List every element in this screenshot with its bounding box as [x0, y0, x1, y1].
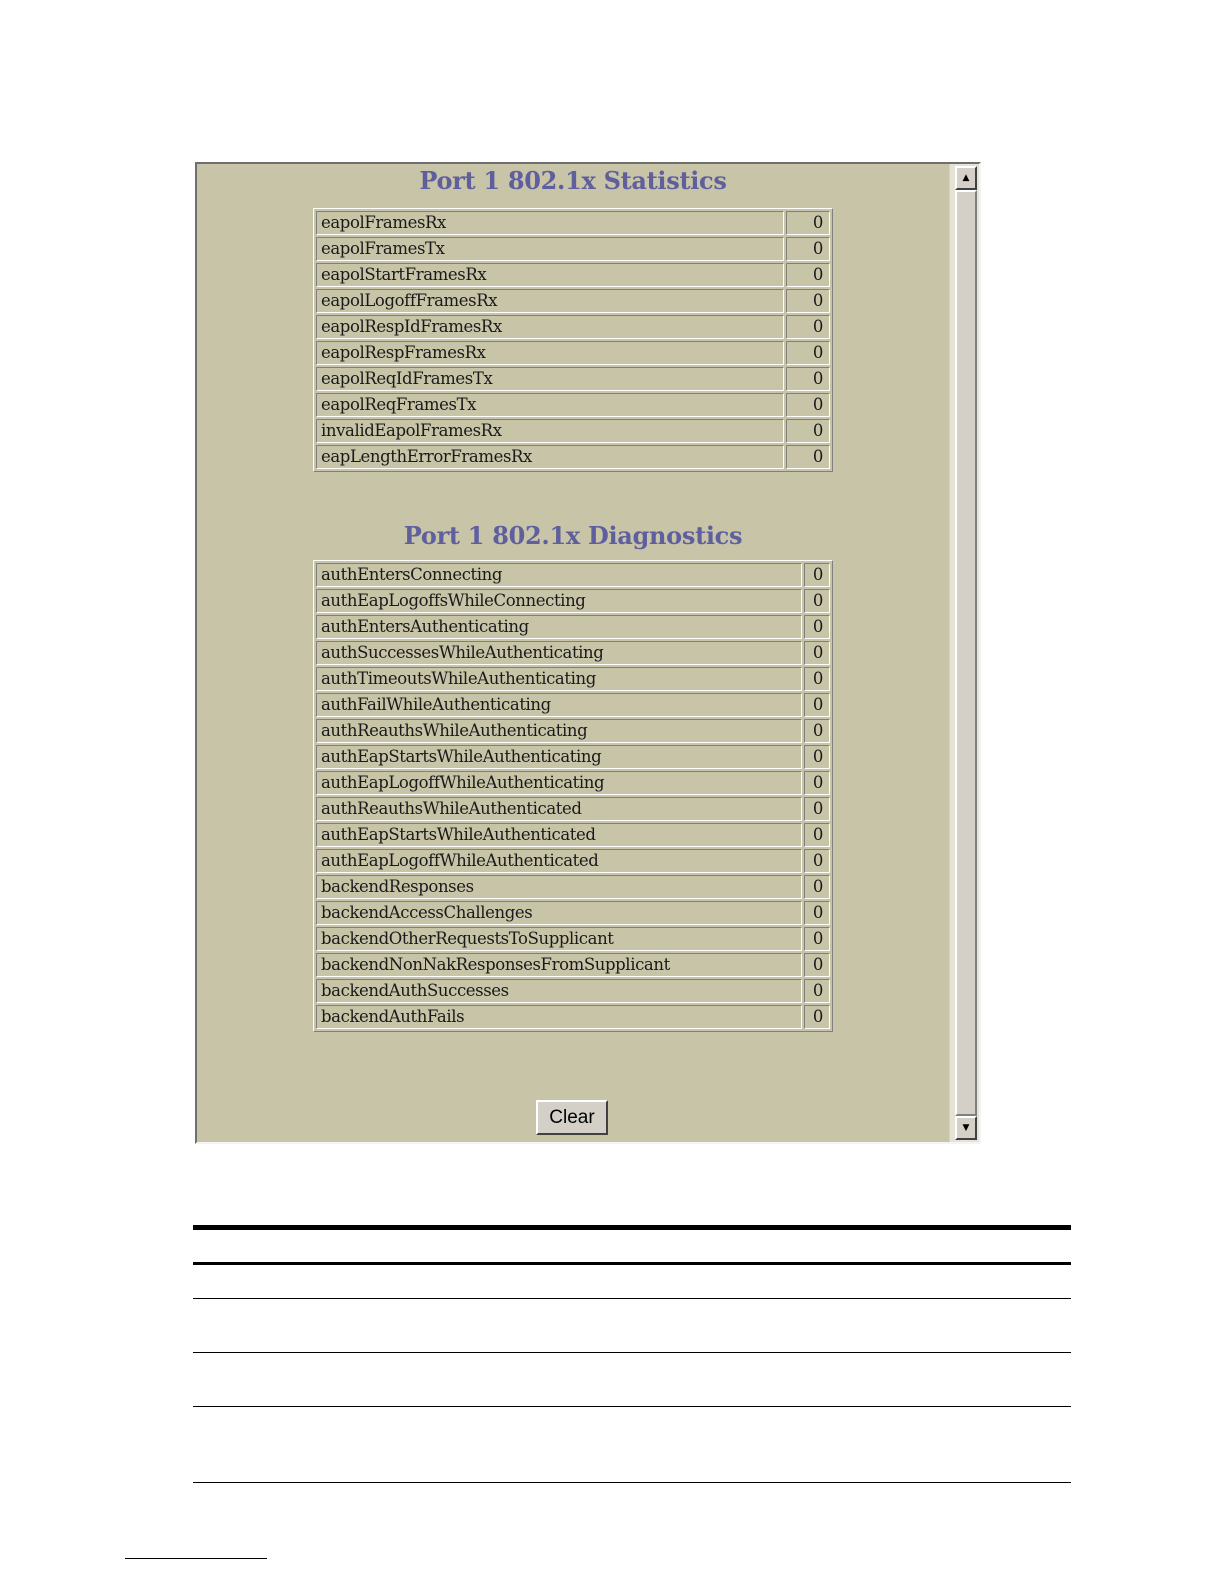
statistics-table — [313, 208, 833, 472]
row-value: 0 — [804, 771, 830, 795]
row-value: 0 — [786, 445, 830, 469]
diagnostics-title: Port 1 802.1x Diagnostics — [403, 521, 743, 550]
row-value: 0 — [804, 745, 830, 769]
table-row — [316, 445, 830, 469]
row-label: authTimeoutsWhileAuthenticating — [316, 667, 802, 691]
row-value: 0 — [804, 563, 830, 587]
row-value: 0 — [786, 263, 830, 287]
row-label: backendAuthFails — [316, 1005, 802, 1029]
row-label: eapolStartFramesRx — [316, 263, 784, 287]
table-row — [316, 393, 830, 417]
row-label: authFailWhileAuthenticating — [316, 693, 802, 717]
row-label: backendAccessChallenges — [316, 901, 802, 925]
table-row — [316, 1005, 830, 1029]
row-label: backendOtherRequestsToSupplicant — [316, 927, 802, 951]
row-value: 0 — [786, 211, 830, 235]
table-row — [316, 341, 830, 365]
row-value: 0 — [786, 341, 830, 365]
table-row — [316, 719, 830, 743]
row-value: 0 — [786, 237, 830, 261]
browser-frame — [195, 162, 981, 1144]
scroll-up-arrow-icon[interactable]: ▲ — [955, 166, 977, 190]
table-row — [316, 641, 830, 665]
footnote-rule — [125, 1558, 267, 1559]
table-header-rule — [193, 1262, 1071, 1265]
row-label: eapolReqIdFramesTx — [316, 367, 784, 391]
row-value: 0 — [804, 641, 830, 665]
table-top-rule — [193, 1225, 1071, 1230]
row-label: eapolReqFramesTx — [316, 393, 784, 417]
table-row-rule — [193, 1298, 1071, 1299]
table-row — [316, 875, 830, 899]
table-row — [316, 367, 830, 391]
table-row — [316, 823, 830, 847]
row-label: authEapLogoffsWhileConnecting — [316, 589, 802, 613]
row-value: 0 — [786, 289, 830, 313]
clear-button[interactable]: Clear — [536, 1100, 608, 1135]
row-label: eapolFramesTx — [316, 237, 784, 261]
row-value: 0 — [804, 901, 830, 925]
row-value: 0 — [804, 927, 830, 951]
row-label: authReauthsWhileAuthenticating — [316, 719, 802, 743]
row-label: authEapStartsWhileAuthenticated — [316, 823, 802, 847]
row-value: 0 — [786, 367, 830, 391]
table-row — [316, 745, 830, 769]
row-value: 0 — [804, 693, 830, 717]
row-value: 0 — [804, 875, 830, 899]
table-row — [316, 211, 830, 235]
table-row — [316, 237, 830, 261]
table-bottom-rule — [193, 1482, 1071, 1483]
row-label: backendNonNakResponsesFromSupplicant — [316, 953, 802, 977]
table-row-rule — [193, 1352, 1071, 1353]
row-label: authEapLogoffWhileAuthenticated — [316, 849, 802, 873]
statistics-title: Port 1 802.1x Statistics — [419, 166, 727, 195]
row-value: 0 — [804, 849, 830, 873]
row-value: 0 — [786, 315, 830, 339]
row-value: 0 — [804, 979, 830, 1003]
row-value: 0 — [804, 797, 830, 821]
row-value: 0 — [804, 615, 830, 639]
row-value: 0 — [804, 719, 830, 743]
row-label: eapLengthErrorFramesRx — [316, 445, 784, 469]
diagnostics-table — [313, 560, 833, 1032]
table-row — [316, 927, 830, 951]
table-row-rule — [193, 1406, 1071, 1407]
row-label: authReauthsWhileAuthenticated — [316, 797, 802, 821]
table-row — [316, 315, 830, 339]
table-row — [316, 615, 830, 639]
row-label: eapolLogoffFramesRx — [316, 289, 784, 313]
row-value: 0 — [804, 823, 830, 847]
table-row — [316, 849, 830, 873]
row-label: authEntersAuthenticating — [316, 615, 802, 639]
table-row — [316, 667, 830, 691]
row-label: authSuccessesWhileAuthenticating — [316, 641, 802, 665]
scrollbar-thumb[interactable] — [955, 190, 977, 1116]
row-value: 0 — [804, 953, 830, 977]
row-label: eapolRespFramesRx — [316, 341, 784, 365]
row-label: authEntersConnecting — [316, 563, 802, 587]
row-label: authEapStartsWhileAuthenticating — [316, 745, 802, 769]
table-row — [316, 693, 830, 717]
row-value: 0 — [786, 393, 830, 417]
table-row — [316, 771, 830, 795]
row-label: invalidEapolFramesRx — [316, 419, 784, 443]
row-label: authEapLogoffWhileAuthenticating — [316, 771, 802, 795]
scroll-down-arrow-icon[interactable]: ▼ — [955, 1116, 977, 1140]
table-row — [316, 563, 830, 587]
row-value: 0 — [804, 667, 830, 691]
table-row — [316, 953, 830, 977]
table-row — [316, 589, 830, 613]
table-row — [316, 263, 830, 287]
row-label: eapolFramesRx — [316, 211, 784, 235]
vertical-scrollbar[interactable] — [949, 164, 979, 1142]
row-value: 0 — [786, 419, 830, 443]
table-row — [316, 979, 830, 1003]
row-label: backendAuthSuccesses — [316, 979, 802, 1003]
table-row — [316, 289, 830, 313]
table-row — [316, 901, 830, 925]
page-content — [197, 164, 949, 1142]
row-label: eapolRespIdFramesRx — [316, 315, 784, 339]
table-row — [316, 419, 830, 443]
row-value: 0 — [804, 589, 830, 613]
row-value: 0 — [804, 1005, 830, 1029]
table-row — [316, 797, 830, 821]
row-label: backendResponses — [316, 875, 802, 899]
